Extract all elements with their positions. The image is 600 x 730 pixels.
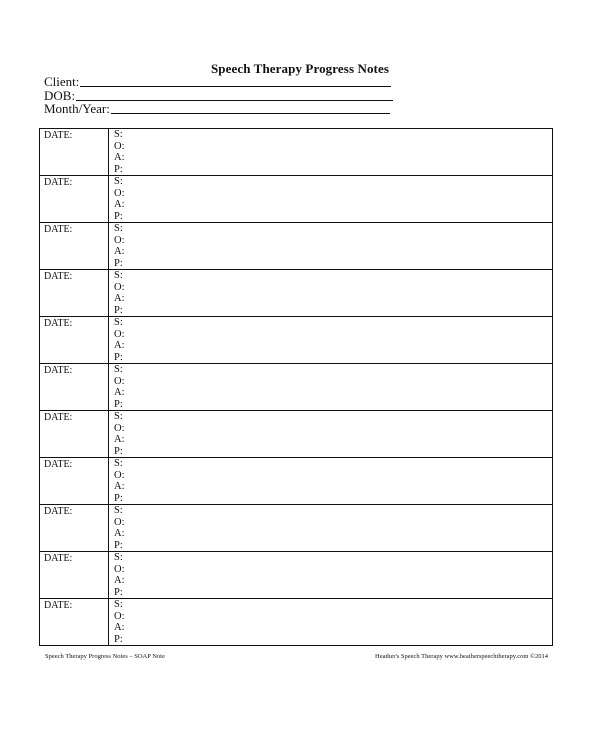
soap-p-label: P: bbox=[114, 539, 123, 551]
soap-cell[interactable] bbox=[109, 411, 553, 458]
soap-a-label: A: bbox=[114, 434, 125, 445]
month-year-blank-line[interactable] bbox=[111, 113, 390, 114]
client-label: Client: bbox=[44, 74, 80, 89]
date-label: DATE: bbox=[44, 459, 73, 470]
soap-o-label: O: bbox=[114, 234, 125, 246]
date-cell[interactable] bbox=[40, 223, 109, 270]
soap-a-label: A: bbox=[114, 481, 125, 492]
date-label: DATE: bbox=[44, 506, 73, 517]
soap-p-label: P: bbox=[114, 586, 123, 598]
table-row bbox=[40, 270, 553, 317]
month-year-label: Month/Year: bbox=[44, 101, 110, 116]
dob-blank-line[interactable] bbox=[76, 100, 393, 101]
soap-p-label: P: bbox=[114, 492, 123, 504]
soap-cell[interactable] bbox=[109, 223, 553, 270]
soap-s-label: S: bbox=[114, 411, 123, 422]
date-cell[interactable] bbox=[40, 411, 109, 458]
soap-p-label: P: bbox=[114, 398, 123, 410]
table-row bbox=[40, 223, 553, 270]
soap-a-label: A: bbox=[114, 528, 125, 539]
soap-o-label: O: bbox=[114, 328, 125, 340]
date-cell[interactable] bbox=[40, 364, 109, 411]
soap-o-label: O: bbox=[114, 563, 125, 575]
soap-p-label: P: bbox=[114, 210, 123, 222]
date-cell[interactable] bbox=[40, 599, 109, 646]
date-label: DATE: bbox=[44, 271, 73, 282]
date-label: DATE: bbox=[44, 224, 73, 235]
soap-cell[interactable] bbox=[109, 176, 553, 223]
soap-s-label: S: bbox=[114, 599, 123, 610]
soap-cell[interactable] bbox=[109, 505, 553, 552]
table-row bbox=[40, 176, 553, 223]
date-label: DATE: bbox=[44, 365, 73, 376]
date-cell[interactable] bbox=[40, 458, 109, 505]
date-cell[interactable] bbox=[40, 129, 109, 176]
table-row bbox=[40, 317, 553, 364]
soap-a-label: A: bbox=[114, 152, 125, 163]
soap-a-label: A: bbox=[114, 622, 125, 633]
soap-cell[interactable] bbox=[109, 458, 553, 505]
soap-a-label: A: bbox=[114, 199, 125, 210]
soap-s-label: S: bbox=[114, 552, 123, 563]
soap-p-label: P: bbox=[114, 257, 123, 269]
soap-a-label: A: bbox=[114, 293, 125, 304]
table-row bbox=[40, 411, 553, 458]
soap-notes-table bbox=[39, 128, 553, 646]
month-year-field bbox=[44, 102, 390, 116]
soap-o-label: O: bbox=[114, 516, 125, 528]
soap-cell[interactable] bbox=[109, 364, 553, 411]
client-blank-line[interactable] bbox=[80, 86, 391, 87]
soap-cell[interactable] bbox=[109, 599, 553, 646]
soap-a-label: A: bbox=[114, 340, 125, 351]
soap-s-label: S: bbox=[114, 317, 123, 328]
soap-s-label: S: bbox=[114, 458, 123, 469]
soap-a-label: A: bbox=[114, 246, 125, 257]
soap-o-label: O: bbox=[114, 140, 125, 152]
date-cell[interactable] bbox=[40, 552, 109, 599]
soap-s-label: S: bbox=[114, 176, 123, 187]
soap-p-label: P: bbox=[114, 304, 123, 316]
table-row bbox=[40, 364, 553, 411]
soap-o-label: O: bbox=[114, 281, 125, 293]
footer-right-text: Heather's Speech Therapy www.heatherspeechtherapy.com ©2014 bbox=[375, 653, 548, 660]
soap-p-label: P: bbox=[114, 445, 123, 457]
soap-p-label: P: bbox=[114, 163, 123, 175]
soap-s-label: S: bbox=[114, 364, 123, 375]
date-cell[interactable] bbox=[40, 270, 109, 317]
soap-cell[interactable] bbox=[109, 317, 553, 364]
soap-s-label: S: bbox=[114, 270, 123, 281]
date-label: DATE: bbox=[44, 130, 73, 141]
soap-o-label: O: bbox=[114, 375, 125, 387]
footer-left-text: Speech Therapy Progress Notes – SOAP Note bbox=[45, 653, 165, 660]
table-row bbox=[40, 129, 553, 176]
soap-s-label: S: bbox=[114, 129, 123, 140]
soap-o-label: O: bbox=[114, 610, 125, 622]
table-row bbox=[40, 505, 553, 552]
soap-o-label: O: bbox=[114, 187, 125, 199]
soap-o-label: O: bbox=[114, 422, 125, 434]
soap-s-label: S: bbox=[114, 223, 123, 234]
soap-cell[interactable] bbox=[109, 270, 553, 317]
date-label: DATE: bbox=[44, 553, 73, 564]
date-cell[interactable] bbox=[40, 317, 109, 364]
soap-a-label: A: bbox=[114, 387, 125, 398]
table-row bbox=[40, 599, 553, 646]
soap-cell[interactable] bbox=[109, 552, 553, 599]
date-cell[interactable] bbox=[40, 176, 109, 223]
table-row bbox=[40, 552, 553, 599]
date-label: DATE: bbox=[44, 600, 73, 611]
date-label: DATE: bbox=[44, 412, 73, 423]
date-label: DATE: bbox=[44, 177, 73, 188]
table-row bbox=[40, 458, 553, 505]
soap-s-label: S: bbox=[114, 505, 123, 516]
client-field bbox=[44, 75, 391, 89]
dob-label: DOB: bbox=[44, 88, 76, 103]
soap-a-label: A: bbox=[114, 575, 125, 586]
page-title: Speech Therapy Progress Notes bbox=[210, 61, 390, 76]
date-cell[interactable] bbox=[40, 505, 109, 552]
soap-o-label: O: bbox=[114, 469, 125, 481]
soap-p-label: P: bbox=[114, 351, 123, 363]
soap-p-label: P: bbox=[114, 633, 123, 645]
date-label: DATE: bbox=[44, 318, 73, 329]
soap-cell[interactable] bbox=[109, 129, 553, 176]
